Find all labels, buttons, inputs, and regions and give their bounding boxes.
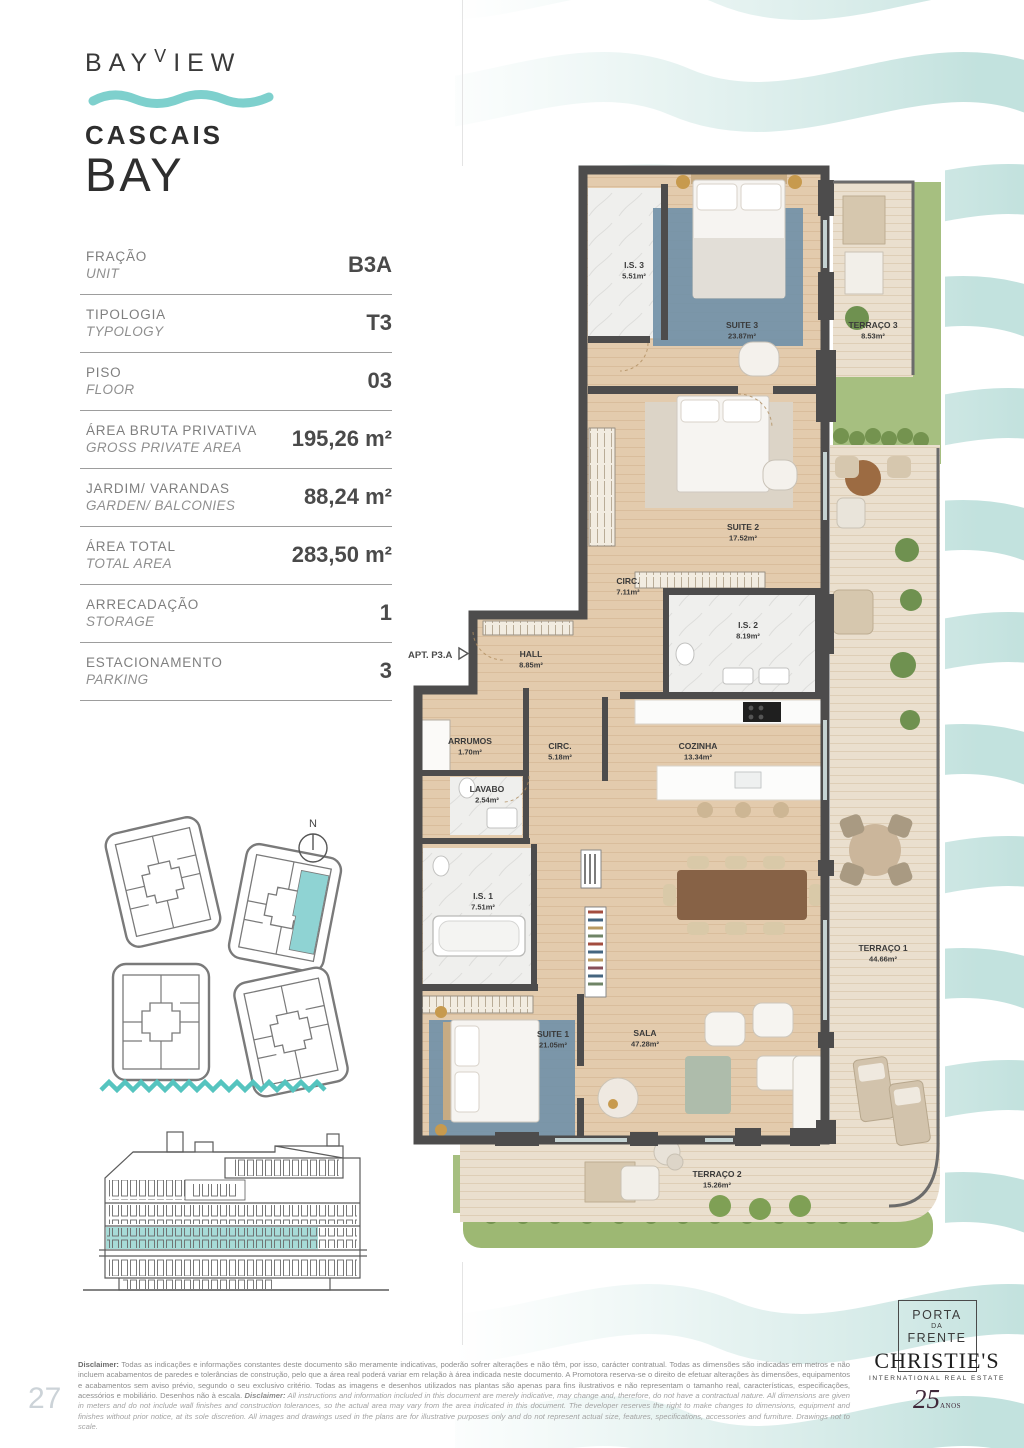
site-building-1 [103, 815, 223, 950]
spec-table [80, 237, 392, 701]
building-elevation [75, 1118, 395, 1303]
spec-row [80, 527, 392, 585]
spec-label-pt: JARDIM/ VARANDAS [86, 481, 230, 496]
christies-subtitle: INTERNATIONAL REAL ESTATE [869, 1375, 1005, 1382]
pf-line2: DA [931, 1323, 943, 1330]
spec-label-pt: PISO [86, 365, 122, 380]
spec-label-pt: TIPOLOGIA [86, 307, 166, 322]
site-building-3 [113, 964, 209, 1080]
site-building-4 [232, 965, 350, 1098]
room-label: TERRAÇO 3 8.53m² [848, 320, 898, 341]
room-label: I.S. 3 5.51m² [622, 260, 646, 281]
room-label: SUITE 3 23.87m² [725, 320, 759, 341]
christies-wordmark: CHRISTIE'S [874, 1348, 1000, 1373]
spec-label-en: PARKING [86, 672, 149, 687]
pf-line1: PORTA [912, 1308, 962, 1322]
room-label: I.S. 2 8.19m² [736, 620, 760, 641]
anniversary-25: 25ANOS [912, 1384, 962, 1414]
spec-label-en: TYPOLOGY [86, 324, 164, 339]
spec-value: 195,26 m² [291, 426, 392, 451]
pf-line3: FRENTE [907, 1331, 967, 1345]
brokerage-logo [862, 1300, 1012, 1415]
room-label: COZINHA 13.34m² [678, 741, 718, 762]
brand-line1: $BAY^VIEW$ [85, 46, 242, 77]
apartment-entry-label: APT. P3.A [408, 650, 453, 661]
disclaimer-pt-label: Disclaimer: [78, 1359, 119, 1369]
room-label: SALA 47.28m² [631, 1028, 659, 1049]
spec-label-en: FLOOR [86, 382, 135, 397]
spec-value: 3 [379, 658, 392, 683]
spec-row [80, 585, 392, 643]
disclaimer-text [78, 1360, 850, 1433]
room-label: TERRAÇO 2 15.26m² [692, 1169, 742, 1190]
spec-label-pt: ÁREA BRUTA PRIVATIVA [86, 423, 258, 438]
spec-label-en: GARDEN/ BALCONIES [86, 498, 236, 513]
compass-label: N [309, 818, 317, 830]
room-label: I.S. 1 7.51m² [471, 891, 495, 912]
spec-label-en: STORAGE [86, 614, 155, 629]
room-label: SUITE 2 17.52m² [726, 522, 760, 543]
spec-label-pt: ARRECADAÇÃO [86, 597, 200, 612]
room-label: SUITE 1 21.05m² [536, 1029, 570, 1050]
spec-label-pt: FRAÇÃO [86, 249, 148, 264]
page-number: 27 [28, 1382, 62, 1415]
spec-value: 88,24 m² [303, 484, 392, 509]
room-label: HALL 8.85m² [519, 649, 543, 670]
spec-row [80, 295, 392, 353]
spec-value: 283,50 m² [291, 542, 392, 567]
spec-label-pt: ÁREA TOTAL [86, 539, 176, 554]
spec-label-pt: ESTACIONAMENTO [86, 655, 223, 670]
site-building-2-highlighted [227, 842, 343, 974]
spec-row [80, 411, 392, 469]
brand-line2: CASCAIS [85, 120, 224, 150]
bayview-logo [85, 46, 277, 199]
spec-label-en: UNIT [86, 266, 120, 281]
room-label: ARRUMOS 1.70m² [448, 736, 492, 757]
spec-label-en: TOTAL AREA [86, 556, 173, 571]
disclaimer-en-label: Disclaimer: [244, 1391, 286, 1400]
logo-wave-icon [87, 86, 277, 110]
room-label: CIRC. 5.18m² [548, 741, 572, 762]
spec-row [80, 237, 392, 295]
room-label: CIRC. 7.11m² [616, 576, 640, 597]
disclaimer-pt: Todas as indicações e informações constantes deste documento são meramente indicativas, poderão sofrer alterações e não têm, por isso, carácter contratual. Todas as dimensões são indicadas em metros e não incluem acabamentos de paredes e tolerâncias de construção, pelo que a área real poderá variar em relação à área indicada neste documento. A Promotora reserva-se o direito de efetuar alterações às dimensões, equipamentos e acabamentos sem aviso prévio, segundo o seu exclusivo critério. Todas as imagens e desenhos utilizados nas plantas são apenas para fins ilustrativos e não representam o tamanho real, características, especificações, acessórios e mobiliário. Desenhos não à escala. [78, 1359, 850, 1400]
apartment-entry [408, 648, 468, 661]
room-label: LAVABO 2.54m² [469, 784, 505, 805]
spec-value: 03 [367, 368, 392, 393]
brand-line3: BAY [85, 148, 185, 201]
spec-value: 1 [379, 600, 392, 625]
spec-value: B3A [347, 252, 392, 277]
site-plan [95, 800, 365, 1105]
spec-row [80, 469, 392, 527]
spec-value: T3 [366, 310, 392, 335]
spec-row [80, 643, 392, 701]
floor-plan [405, 160, 965, 1265]
room-label: TERRAÇO 1 44.66m² [858, 943, 908, 964]
spec-row [80, 353, 392, 411]
disclaimer-en: All instructions and information included in this document are merely indicative, may change and, therefore, do not have a contractual nature. All dimensions are given in meters and do not include wall finishes and construction tolerances, so the actual area may vary from the area indicated in this document. The developer reserves the right to make changes to dimensions, equipment and finishes without prior notice, at its sole discretion. All images and drawings used in the plans are for illustrative purposes only and do not represent actual size, features, specifications, accessories and furniture. Drawings not to scale. [78, 1391, 850, 1432]
spec-label-en: GROSS PRIVATE AREA [86, 440, 242, 455]
